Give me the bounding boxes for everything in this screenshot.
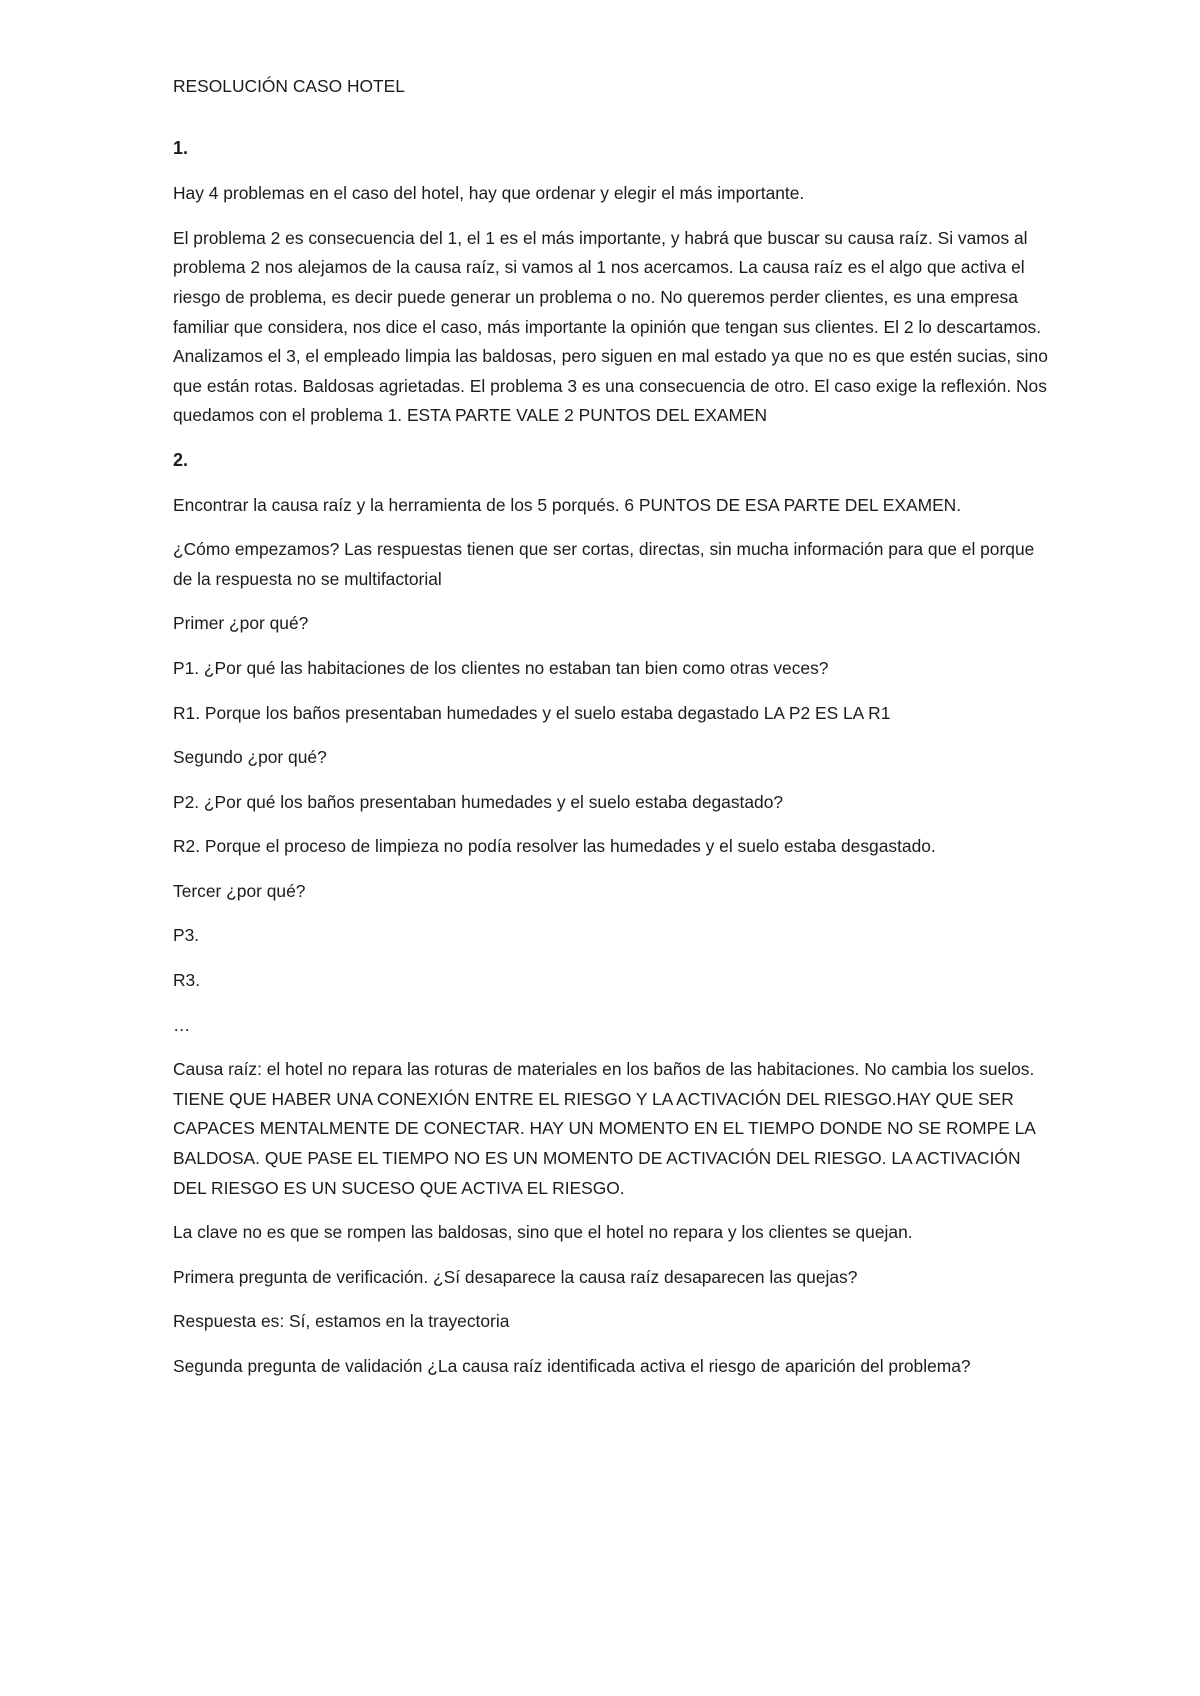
validation-question: Segunda pregunta de validación ¿La causa raíz identificada activa el riesgo de aparición del problema?	[173, 1356, 971, 1376]
answer-r2: R2. Porque el proceso de limpieza no podía resolver las humedades y el suelo estaba desgastado.	[173, 836, 936, 857]
first-why-label: Primer ¿por qué?	[173, 613, 309, 634]
section-2-intro: Encontrar la causa raíz y la herramienta de los 5 porqués. 6 PUNTOS DE ESA PARTE DEL EXAMEN.	[173, 494, 962, 515]
question-p2: P2. ¿Por qué los baños presentaban humedades y el suelo estaba degastado?	[173, 791, 784, 812]
section-2-how-to-start: ¿Cómo empezamos? Las respuestas tienen que ser cortas, directas, sin mucha información para que el porque de la respuesta no se multifactorial	[173, 539, 1035, 589]
document-title: RESOLUCIÓN CASO HOTEL	[173, 76, 405, 96]
verification-answer: Respuesta es: Sí, estamos en la trayectoria	[173, 1311, 510, 1332]
question-p1: P1. ¿Por qué las habitaciones de los clientes no estaban tan bien como otras veces?	[173, 657, 829, 678]
section-1-heading: 1.	[173, 137, 189, 158]
ellipsis: …	[173, 1014, 191, 1035]
section-1-intro: Hay 4 problemas en el caso del hotel, hay que ordenar y elegir el más importante.	[173, 183, 805, 204]
verification-question: Primera pregunta de verificación. ¿Sí desaparece la causa raíz desaparecen las quejas?	[173, 1266, 858, 1287]
section-2-heading: 2.	[173, 449, 189, 470]
section-1-body: El problema 2 es consecuencia del 1, el 1 es el más importante, y habrá que buscar su causa raíz. Si vamos al problema 2 nos alejamos de la causa raíz, si vamos al 1 nos acercamos. La causa raíz es el algo que activa el riesgo de problema, es decir puede generar un problema o no. No queremos perder clientes, es una empresa familiar que considera, nos dice el caso, más importante la opinión que tengan sus clientes. El 2 lo descartamos. Analizamos el 3, el empleado limpia las baldosas, pero siguen en mal estado ya que no es que estén sucias, sino que están rotas. Baldosas agrietadas. El problema 3 es una consecuencia de otro. El caso exige la reflexión. Nos quedamos con el problema 1. ESTA PARTE VALE 2 PUNTOS DEL EXAMEN	[173, 227, 1048, 426]
answer-r1: R1. Porque los baños presentaban humedades y el suelo estaba degastado LA P2 ES LA R1	[173, 702, 891, 723]
document-page	[173, 72, 1053, 1397]
question-p3: P3.	[173, 925, 200, 946]
answer-r3: R3.	[173, 970, 201, 991]
root-cause-paragraph: Causa raíz: el hotel no repara las roturas de materiales en los baños de las habitaciones. No cambia los suelos. TIENE QUE HABER UNA CONEXIÓN ENTRE EL RIESGO Y LA ACTIVACIÓN DEL RIESGO.HAY QUE SER CAPACES MENTALMENTE DE CONECTAR. HAY UN MOMENTO EN EL TIEMPO DONDE NO SE ROMPE LA BALDOSA. QUE PASE EL TIEMPO NO ES UN MOMENTO DE ACTIVACIÓN DEL RIESGO. LA ACTIVACIÓN DEL RIESGO ES UN SUCESO QUE ACTIVA EL RIESGO.	[173, 1059, 1035, 1198]
second-why-label: Segundo ¿por qué?	[173, 747, 327, 768]
third-why-label: Tercer ¿por qué?	[173, 880, 306, 901]
key-paragraph: La clave no es que se rompen las baldosas, sino que el hotel no repara y los clientes se quejan.	[173, 1222, 913, 1243]
